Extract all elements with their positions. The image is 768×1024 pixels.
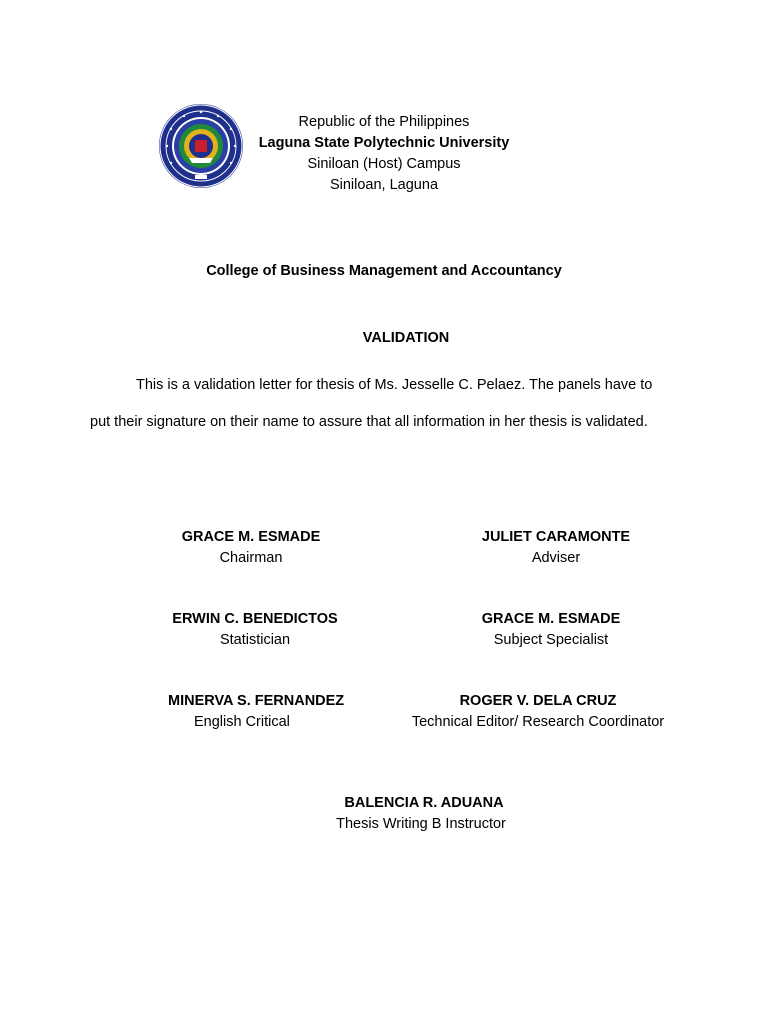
signatory-name: BALENCIA R. ADUANA bbox=[344, 795, 504, 811]
signatory-role: Subject Specialist bbox=[493, 632, 609, 648]
signatory-statistician bbox=[105, 609, 405, 651]
signatory-role: Adviser bbox=[531, 550, 581, 566]
college-name: College of Business Management and Accountancy bbox=[206, 263, 562, 279]
university-seal-icon bbox=[158, 103, 244, 189]
signatory-role: Statistician bbox=[219, 632, 291, 648]
signatory-name: MINERVA S. FERNANDEZ bbox=[168, 693, 345, 709]
signatory-role: English Critical bbox=[194, 714, 290, 730]
letterhead-country: Republic of the Philippines bbox=[298, 114, 470, 130]
letterhead-campus: Siniloan (Host) Campus bbox=[307, 156, 461, 172]
letterhead-location: Siniloan, Laguna bbox=[329, 177, 439, 193]
signatory-adviser bbox=[406, 527, 706, 569]
signatory-role: Technical Editor/ Research Coordinator bbox=[411, 714, 665, 730]
body-paragraph-line-1: This is a validation letter for thesis of Ms. Jesselle C. Pelaez. The panels have to bbox=[136, 377, 653, 393]
signatory-thesis-instructor bbox=[271, 793, 571, 835]
signatory-name: GRACE M. ESMADE bbox=[181, 529, 321, 545]
signatory-technical-editor bbox=[388, 691, 688, 733]
signatory-subject-specialist bbox=[401, 609, 701, 651]
signatory-name: JULIET CARAMONTE bbox=[481, 529, 631, 545]
signatory-name: ERWIN C. BENEDICTOS bbox=[172, 611, 338, 627]
signatory-name: GRACE M. ESMADE bbox=[481, 611, 621, 627]
body-paragraph-line-2: put their signature on their name to assure that all information in her thesis is validated. bbox=[90, 414, 648, 430]
signatory-name: ROGER V. DELA CRUZ bbox=[459, 693, 617, 709]
signatory-chairman bbox=[101, 527, 401, 569]
letterhead-university: Laguna State Polytechnic University bbox=[258, 135, 510, 151]
signatory-english-critic bbox=[168, 691, 358, 733]
signatory-role: Chairman bbox=[219, 550, 283, 566]
signatory-role: Thesis Writing B Instructor bbox=[336, 816, 506, 832]
page-title: VALIDATION bbox=[362, 330, 450, 346]
